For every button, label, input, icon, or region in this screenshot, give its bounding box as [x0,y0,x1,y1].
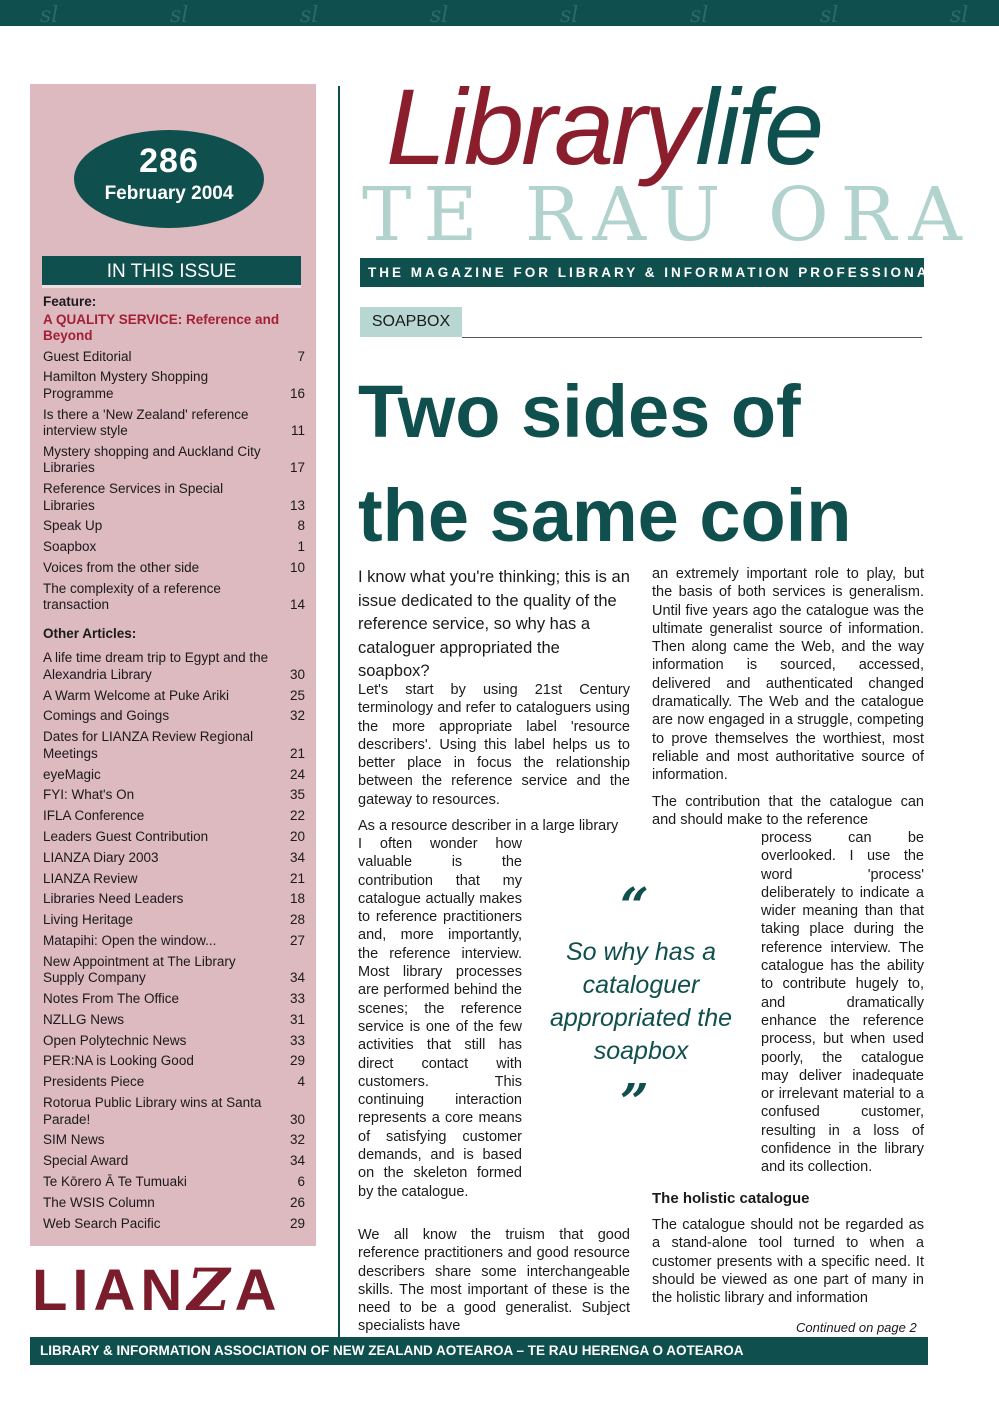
toc-entry-title: The WSIS Column [43,1194,155,1210]
toc-entry-page: 24 [289,766,305,782]
section-rule [462,337,922,338]
paragraph: The contribution that the catalogue can and should make to the reference [652,793,924,828]
toc-entry-page: 7 [297,348,305,364]
toc-entry[interactable] [43,912,305,929]
toc-entry[interactable] [43,954,305,987]
lianza-logo [32,1256,282,1324]
feature-label: Feature: [43,294,97,309]
paragraph: an extremely important role to play, but the basis of both services is generalism. Until five years ago the catalogue was the ultimate generalist source of information. Then along came the Web, and the way information is sourced, accessed, delivered and authenticated changed dramatically. The Web and the catalogue are now engaged in a struggle, competing to prove themselves the worthiest, most reliable and most authoritative source of information. [652,566,924,784]
masthead-subtitle: TE RAU ORA [362,172,974,258]
paragraph: The catalogue should not be regarded as a stand-alone tool turned to when a customer presents with a specific need. It should be viewed as one part of many in the holistic library and information [652,1217,924,1307]
toc-entry-page: 8 [297,518,305,534]
toc-entry[interactable] [43,933,305,950]
article-column-2 [652,565,924,837]
toc-entry-page: 22 [289,808,305,824]
toc-entry[interactable] [43,829,305,846]
article-column-1-bottom [358,1226,630,1344]
column-divider [338,86,340,1338]
section-subhead: The holistic catalogue [652,1190,810,1207]
toc-entry-title: Is there a 'New Zealand' reference interview style [43,406,249,439]
toc-entry[interactable] [43,767,305,784]
toc-entry[interactable] [43,444,305,477]
toc-entry[interactable] [43,891,305,908]
article-headline [358,360,938,568]
toc-entry-title: Rotorua Public Library wins at Santa Parade! [43,1095,262,1127]
toc-entry-page: 35 [289,787,305,803]
toc-entry-title: FYI: What's On [43,787,135,803]
toc-entry[interactable] [43,1095,305,1128]
toc-entry-title: Web Search Pacific [43,1215,161,1231]
toc-entry[interactable] [43,1012,305,1029]
toc-entry-title: eyeMagic [43,766,101,782]
toc-entry-title: Open Polytechnic News [43,1032,187,1048]
headline-line-1: Two sides of [358,370,801,453]
toc-entry[interactable] [43,808,305,825]
logo-z-glyph: Z [187,1256,235,1324]
toc-entry[interactable] [43,708,305,725]
toc-entry-title: Leaders Guest Contribution [43,828,209,844]
other-articles-list [43,650,305,1232]
toc-entry-page: 14 [289,597,305,613]
toc-entry-page: 1 [297,539,305,555]
toc-entry-title: New Appointment at The Library Supply Company [43,953,236,986]
toc-entry-title: Te Kōrero Ā Te Tumuaki [43,1173,187,1189]
toc-entry-title: A life time dream trip to Egypt and the Alexandria Library [43,650,269,682]
paragraph: I often wonder how valuable is the contribution that my catalogue actually makes to reference practitioners and, more importantly, the reference interview. Most library processes are performed behind the scenes; the reference service is one of the few activities that still has direct contact with customers. This continuing interaction represents a core means of satisfying customer demands, and is based on the skeleton formed by the catalogue. [358,836,522,1200]
toc-entry-title: Reference Services in Special Libraries [43,481,224,513]
toc-entry-title: Special Award [43,1153,129,1169]
toc-entry[interactable] [43,871,305,888]
toc-entry-page: 6 [297,1173,305,1189]
swirl-decoration: sl [690,3,709,28]
swirl-decoration: sl [820,3,839,28]
toc-entry-page: 25 [289,687,305,703]
toc-entry-page: 30 [289,666,305,682]
paragraph: We all know the truism that good reference practitioners and good resource describers share some interchangeable skills. The most important of these is the need to be a good generalist. Subject specialists have [358,1227,630,1335]
toc-entry-page: 33 [289,991,305,1007]
toc-entry-title: Libraries Need Leaders [43,891,184,907]
paragraph: process can be overlooked. I use the word 'process' deliberately to indicate a wider meaning than that taking place during the reference interview. The catalogue has the ability to contribute hugely to, and dramatically enhance the reference process, but when used poorly, the catalogue may deliver inadequate or irrelevant material to a confused customer, resulting in a loss of confidence in the library and its collection. [761,830,924,1176]
toc-entry-page: 33 [289,1032,305,1048]
swirl-decoration: sl [170,3,189,28]
swirl-decoration: sl [430,3,449,28]
toc-entry[interactable] [43,581,305,614]
in-this-issue-heading: IN THIS ISSUE [42,256,301,288]
toc-entry[interactable] [43,518,305,535]
top-decorative-band [0,0,999,26]
masthead-title-library: Library [386,66,696,187]
swirl-decoration: sl [560,3,579,28]
toc-entry-title: Living Heritage [43,912,134,928]
paragraph: As a resource describer in a large library [358,818,619,835]
toc-entry[interactable] [43,1033,305,1050]
toc-entry[interactable] [43,349,305,366]
toc-entry[interactable] [43,991,305,1008]
toc-entry-title: Hamilton Mystery Shopping Programme [43,369,209,401]
toc-entry[interactable] [43,850,305,867]
toc-entry-page: 32 [289,1132,305,1148]
toc-entry[interactable] [43,407,305,440]
issue-number: 286 [139,142,199,180]
swirl-decoration: sl [300,3,319,28]
toc-entry-title: Guest Editorial [43,348,132,364]
association-footer: LIBRARY & INFORMATION ASSOCIATION OF NEW ZEALAND AOTEAROA – TE RAU HERENGA O AOTEAROA [30,1337,928,1365]
toc-entry[interactable] [43,688,305,705]
toc-entry-page: 28 [289,912,305,928]
toc-entry[interactable] [43,1195,305,1212]
toc-entry-page: 13 [289,497,305,513]
toc-entry[interactable] [43,481,305,514]
toc-entry-title: Matapihi: Open the window... [43,932,217,948]
toc-entry-title: Presidents Piece [43,1074,145,1090]
feature-title: A QUALITY SERVICE: Reference and Beyond [43,311,280,343]
logo-text-right: A [234,1258,282,1323]
toc-entry-page: 34 [289,849,305,865]
toc-entry[interactable] [43,729,305,762]
toc-entry-title: SIM News [43,1132,105,1148]
toc-entry-title: Notes From The Office [43,991,180,1007]
toc-entry-title: LIANZA Review [43,870,138,886]
other-articles-label: Other Articles: [43,625,137,641]
masthead [360,66,974,258]
toc-entry-title: IFLA Conference [43,808,145,824]
headline-line-2: the same coin [358,474,852,557]
swirl-decoration: sl [40,3,59,28]
toc-entry-title: PER:NA is Looking Good [43,1053,194,1069]
toc-entry-title: Speak Up [43,518,103,534]
toc-entry-page: 20 [289,828,305,844]
toc-entry-title: LIANZA Diary 2003 [43,849,159,865]
toc-entry-page: 10 [289,560,305,576]
issue-badge [74,130,264,228]
toc-entry-page: 26 [289,1194,305,1210]
toc-entry-page: 18 [289,891,305,907]
continued-link[interactable]: Continued on page 2 [796,1320,917,1335]
toc-entry-title: Mystery shopping and Auckland City Libraries [43,443,261,476]
toc-entry-page: 11 [290,423,305,439]
logo-text-left: LIAN [32,1258,188,1323]
close-quote-icon: ” [620,1072,649,1131]
section-tag: SOAPBOX [360,307,462,337]
open-quote-icon: “ [620,876,649,935]
toc-entry-page: 31 [289,1011,305,1027]
toc-entry[interactable] [43,1074,305,1091]
table-of-contents [43,294,305,1236]
article-column-1 [358,681,630,843]
toc-entry[interactable] [43,1174,305,1191]
toc-entry-page: 34 [289,1153,305,1169]
toc-entry[interactable] [43,369,305,402]
paragraph: Let's start by using 21st Century terminology and refer to cataloguers using the more appropriate label 'resource describers'. Using this label helps us to better place in focus the relationship between the reference service and the gateway to resources. [358,682,630,808]
pull-quote: So why has a cataloguer appropriated the soapbox [549,938,733,1065]
toc-entry[interactable] [43,539,305,556]
toc-entry-page: 21 [289,745,305,761]
toc-entry[interactable] [43,1153,305,1170]
toc-entry-title: Dates for LIANZA Review Regional Meetings [43,729,254,761]
feature-list [43,349,305,614]
in-this-issue-sidebar [30,84,316,1246]
toc-entry-page: 34 [289,970,305,986]
magazine-tagline: THE MAGAZINE FOR LIBRARY & INFORMATION PROFESSIONALS [360,258,924,287]
toc-entry-page: 29 [289,1053,305,1069]
issue-date: February 2004 [104,183,234,204]
toc-entry-title: Soapbox [43,539,97,555]
toc-entry-page: 4 [297,1074,305,1090]
toc-entry-page: 32 [289,708,305,724]
toc-entry-page: 17 [289,460,305,476]
toc-entry-page: 30 [289,1111,305,1127]
toc-entry[interactable] [43,560,305,577]
toc-entry[interactable] [43,787,305,804]
masthead-title-life: life [695,66,822,187]
toc-entry[interactable] [43,650,305,683]
article-column-1-narrow [358,835,522,1209]
swirl-decoration: sl [950,3,969,28]
toc-entry[interactable] [43,1132,305,1149]
toc-entry-title: The complexity of a reference transaction [43,580,221,613]
toc-entry-page: 29 [289,1215,305,1231]
toc-entry-title: Voices from the other side [43,560,200,576]
toc-entry-page: 21 [289,870,305,886]
toc-entry-page: 27 [289,932,305,948]
toc-entry-title: NZLLG News [43,1011,125,1027]
article-column-2-bottom [652,1216,924,1315]
toc-entry-page: 16 [289,385,305,401]
toc-entry-title: Comings and Goings [43,708,170,724]
toc-entry[interactable] [43,1053,305,1070]
toc-entry-title: A Warm Welcome at Puke Ariki [43,687,230,703]
masthead-title [386,64,821,189]
article-column-2-narrow [761,829,924,1185]
toc-entry[interactable] [43,1216,305,1233]
article-lead: I know what you're thinking; this is an issue dedicated to the quality of the reference service, so why has a cataloguer appropriated the soapbox? [358,568,630,680]
